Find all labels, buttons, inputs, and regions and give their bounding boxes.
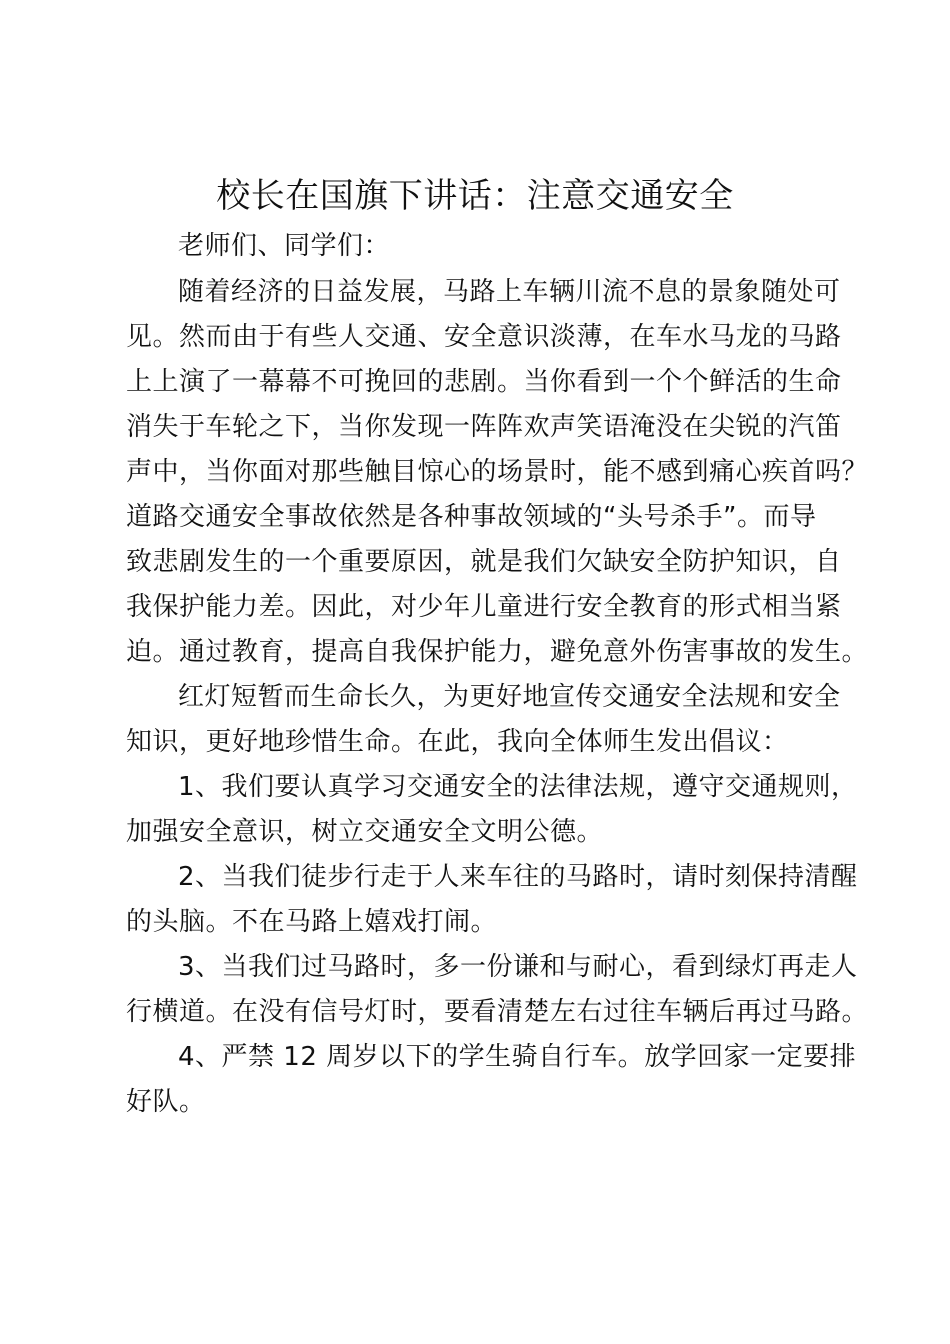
list-item-4: 4、严禁 12 周岁以下的学生骑自行车。放学回家一定要排 — [178, 1042, 857, 1072]
paragraph-line: 红灯短暂而生命长久，为更好地宣传交通安全法规和安全 — [178, 682, 841, 712]
salutation: 老师们、同学们： — [178, 231, 391, 261]
list-item-3-cont: 行横道。在没有信号灯时，要看清楚左右过往车辆后再过马路。 — [126, 997, 869, 1027]
paragraph-line: 致悲剧发生的一个重要原因，就是我们欠缺安全防护知识，自 — [126, 547, 842, 577]
list-item-4-cont: 好队。 — [126, 1087, 206, 1117]
paragraph-line: 见。然而由于有些人交通、安全意识淡薄，在车水马龙的马路 — [126, 322, 842, 352]
list-item-1: 1、我们要认真学习交通安全的法律法规，遵守交通规则， — [178, 772, 858, 802]
paragraph-line: 我保护能力差。因此，对少年儿童进行安全教育的形式相当紧 — [126, 592, 842, 622]
paragraph-line: 消失于车轮之下，当你发现一阵阵欢声笑语淹没在尖锐的汽笛 — [126, 412, 842, 442]
paragraph-line: 声中，当你面对那些触目惊心的场景时，能不感到痛心疾首吗？ — [126, 457, 869, 487]
list-item-2-cont: 的头脑。不在马路上嬉戏打闹。 — [126, 907, 498, 937]
paragraph-line: 迫。通过教育，提高自我保护能力，避免意外伤害事故的发生。 — [126, 637, 869, 667]
paragraph-line: 随着经济的日益发展，马路上车辆川流不息的景象随处可 — [178, 277, 841, 307]
list-item-2: 2、当我们徒步行走于人来车往的马路时，请时刻保持清醒 — [178, 862, 858, 892]
list-item-1-cont: 加强安全意识，树立交通安全文明公德。 — [126, 817, 604, 847]
paragraph-line: 上上演了一幕幕不可挽回的悲剧。当你看到一个个鲜活的生命 — [126, 367, 842, 397]
list-item-3: 3、当我们过马路时，多一份谦和与耐心，看到绿灯再走人 — [178, 952, 858, 982]
paragraph-line: 知识，更好地珍惜生命。在此，我向全体师生发出倡议： — [126, 727, 789, 757]
paragraph-line: 道路交通安全事故依然是各种事故领域的“头号杀手”。而导 — [126, 502, 817, 532]
document-title: 校长在国旗下讲话：注意交通安全 — [216, 176, 734, 216]
